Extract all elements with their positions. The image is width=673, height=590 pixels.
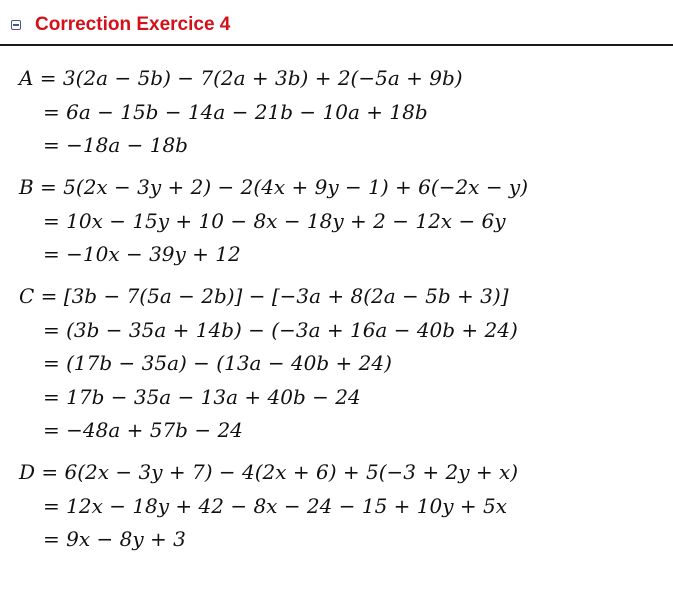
section-title: Correction Exercice 4 [35,14,231,35]
expression-b-line-2: = 10x − 15y + 10 − 8x − 18y + 2 − 12x − 6y [43,209,506,233]
expression-c-line-2: = (3b − 35a + 14b) − (−3a + 16a − 40b + 24) [43,318,518,342]
expression-d-line-3: = 9x − 8y + 3 [43,527,186,551]
expression-c-line-4: = 17b − 35a − 13a + 40b − 24 [43,385,361,409]
expression-d-line-1: D = 6(2x − 3y + 7) − 4(2x + 6) + 5(−3 + 2y + x) [19,460,519,484]
expression-c-line-1: C = [3b − 7(5a − 2b)] − [−3a + 8(2a − 5b + 3)] [19,284,509,308]
expression-a-line-3: = −18a − 18b [43,133,188,157]
expression-c-line-3: = (17b − 35a) − (13a − 40b + 24) [43,351,392,375]
section-header [0,0,673,46]
collapse-minus-icon[interactable] [11,20,21,30]
expression-d-line-2: = 12x − 18y + 42 − 8x − 24 − 15 + 10y + 5x [43,494,508,518]
expression-a-line-2: = 6a − 15b − 14a − 21b − 10a + 18b [43,100,428,124]
expression-b-line-1: B = 5(2x − 3y + 2) − 2(4x + 9y − 1) + 6(−2x − y) [19,175,529,199]
expression-b-line-3: = −10x − 39y + 12 [43,242,241,266]
expression-c-line-5: = −48a + 57b − 24 [43,418,243,442]
expression-a-line-1: A = 3(2a − 5b) − 7(2a + 3b) + 2(−5a + 9b) [19,66,463,90]
